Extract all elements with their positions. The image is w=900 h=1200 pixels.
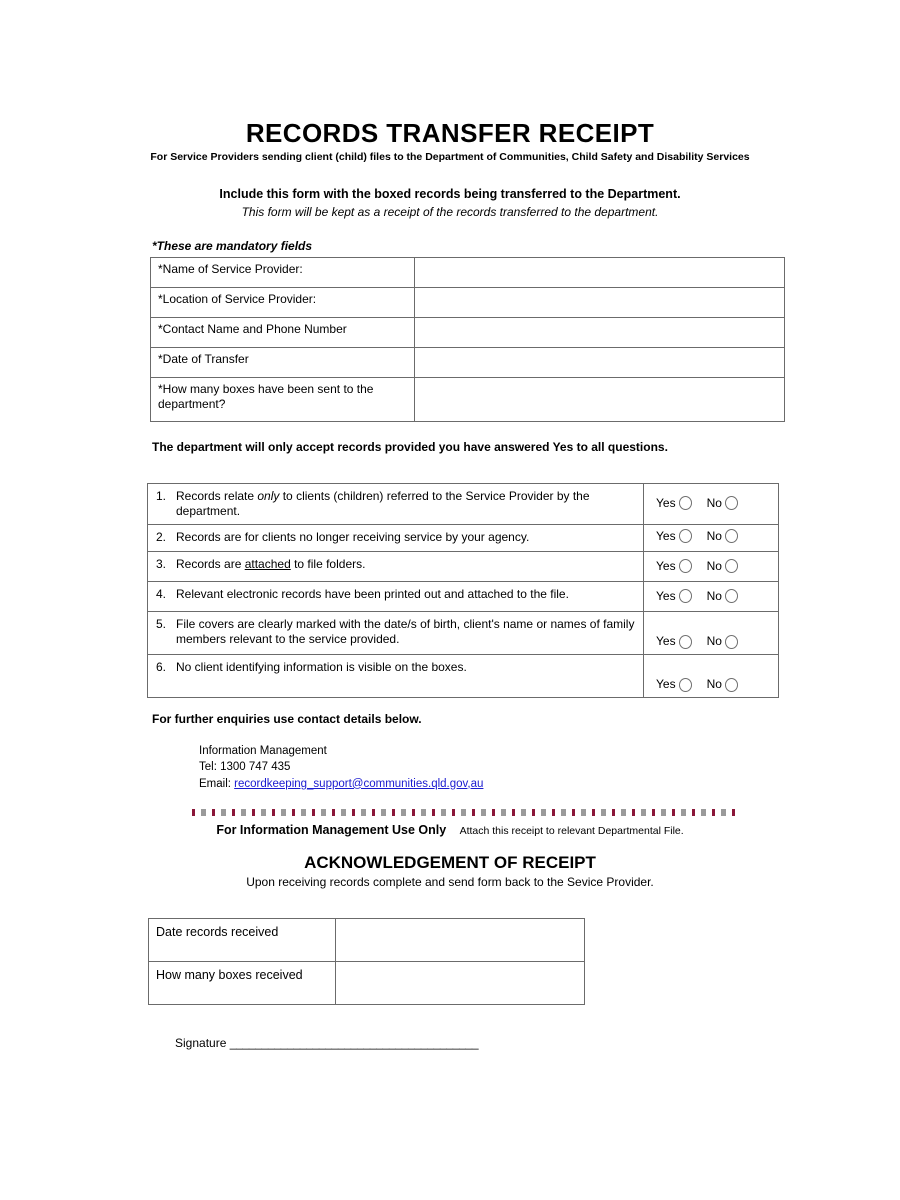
field-label: *Date of Transfer xyxy=(151,348,415,378)
field-input-boxes-received[interactable] xyxy=(336,962,585,1005)
no-option-2[interactable] xyxy=(707,529,746,544)
signature-row xyxy=(175,1036,478,1050)
lead-instruction-bold: Include this form with the boxed records being transferred to the Department. xyxy=(219,187,681,201)
yes-label: Yes xyxy=(656,495,676,510)
radio-button-icon[interactable] xyxy=(679,635,692,649)
contact-email-row xyxy=(199,776,483,792)
email-label: Email: xyxy=(199,777,235,790)
table-row xyxy=(148,611,779,654)
enquiries-heading: For further enquiries use contact details below. xyxy=(152,712,422,726)
no-label: No xyxy=(706,634,722,649)
question-answer-cell xyxy=(644,654,779,697)
field-input-boxes-sent[interactable] xyxy=(415,378,785,422)
no-option-3[interactable] xyxy=(707,559,746,574)
field-label: How many boxes received xyxy=(149,962,336,1005)
question-number: 6. xyxy=(156,659,167,674)
question-answer-cell xyxy=(644,611,779,654)
field-label: *How many boxes have been sent to the department? xyxy=(151,378,415,422)
signature-label: Signature xyxy=(175,1036,230,1050)
no-label: No xyxy=(706,559,722,574)
im-use-only-label: For Information Management Use Only xyxy=(216,823,447,837)
questions-intro: The department will only accept records provided you have answered Yes to all questions. xyxy=(152,440,668,454)
question-text-cell xyxy=(148,611,644,654)
question-number: 3. xyxy=(156,556,167,571)
radio-button-icon[interactable] xyxy=(725,589,738,603)
email-link[interactable]: recordkeeping_support@communities.qld.gov,au xyxy=(234,777,484,790)
dashed-separator xyxy=(192,809,740,816)
yes-option-1[interactable] xyxy=(656,496,700,511)
question-answer-cell xyxy=(644,581,779,611)
acknowledgement-receipt-table xyxy=(148,918,585,1005)
question-text-cell xyxy=(148,551,644,581)
lead-instruction-italic: This form will be kept as a receipt of the records transferred to the department. xyxy=(241,205,659,219)
yes-option-6[interactable] xyxy=(656,677,700,692)
question-text-cell xyxy=(148,525,644,552)
question-number: 1. xyxy=(156,489,167,503)
radio-button-icon[interactable] xyxy=(725,559,738,573)
question-label: Records relate only to clients (children) referred to the Service Provider by the department. xyxy=(176,489,590,518)
field-label: *Contact Name and Phone Number xyxy=(151,318,415,348)
yes-option-3[interactable] xyxy=(656,559,700,574)
table-row xyxy=(151,348,785,378)
table-row xyxy=(151,378,785,422)
radio-button-icon[interactable] xyxy=(725,635,738,649)
no-label: No xyxy=(706,589,722,604)
table-row xyxy=(149,962,585,1005)
table-row xyxy=(149,919,585,962)
table-row xyxy=(148,581,779,611)
question-text-cell xyxy=(148,654,644,697)
yes-label: Yes xyxy=(656,634,676,649)
questions-table xyxy=(147,483,779,698)
radio-button-icon[interactable] xyxy=(725,529,738,543)
field-label: Date records received xyxy=(149,919,336,962)
field-label: *Name of Service Provider: xyxy=(151,258,415,288)
question-label: File covers are clearly marked with the date/s of birth, client's name or names of family members relevant to the service provided. xyxy=(176,616,635,646)
no-label: No xyxy=(706,528,722,543)
yes-option-5[interactable] xyxy=(656,634,700,649)
question-number: 4. xyxy=(156,586,167,601)
signature-line[interactable]: _______________________________________ xyxy=(229,1036,479,1050)
no-option-1[interactable] xyxy=(707,496,746,511)
contact-tel: Tel: 1300 747 435 xyxy=(199,761,291,774)
contact-org: Information Management xyxy=(199,745,327,757)
question-label: No client identifying information is visible on the boxes. xyxy=(176,659,467,674)
field-input-date-records-received[interactable] xyxy=(336,919,585,962)
table-row xyxy=(148,525,779,552)
question-number: 2. xyxy=(156,530,167,545)
question-answer-cell xyxy=(644,525,779,552)
question-text-cell xyxy=(148,581,644,611)
field-label: *Location of Service Provider: xyxy=(151,288,415,318)
yes-option-4[interactable] xyxy=(656,589,700,604)
mandatory-fields-table xyxy=(150,257,785,422)
field-input-name-of-service-provider[interactable] xyxy=(415,258,785,288)
yes-option-2[interactable] xyxy=(656,529,700,544)
field-input-location-of-service-provider[interactable] xyxy=(415,288,785,318)
yes-label: Yes xyxy=(656,559,676,574)
table-row xyxy=(151,318,785,348)
radio-button-icon[interactable] xyxy=(679,559,692,573)
yes-label: Yes xyxy=(656,528,676,543)
radio-button-icon[interactable] xyxy=(725,496,738,510)
im-use-only-note: Attach this receipt to relevant Departmental File. xyxy=(459,825,684,837)
radio-button-icon[interactable] xyxy=(679,678,692,692)
question-label: Records are attached to file folders. xyxy=(176,556,366,571)
radio-button-icon[interactable] xyxy=(679,529,692,543)
no-label: No xyxy=(706,677,722,692)
question-text-cell xyxy=(148,484,644,525)
no-option-5[interactable] xyxy=(707,634,746,649)
radio-button-icon[interactable] xyxy=(679,589,692,603)
question-label: Relevant electronic records have been printed out and attached to the file. xyxy=(176,586,569,601)
table-row xyxy=(151,288,785,318)
field-input-date-of-transfer[interactable] xyxy=(415,348,785,378)
table-row xyxy=(148,654,779,697)
im-use-only-line xyxy=(0,823,900,837)
radio-button-icon[interactable] xyxy=(725,678,738,692)
question-label: Records are for clients no longer receiving service by your agency. xyxy=(176,530,530,545)
question-number: 5. xyxy=(156,616,167,631)
table-row xyxy=(148,484,779,525)
table-row xyxy=(151,258,785,288)
acknowledgement-subtitle: Upon receiving records complete and send form back to the Sevice Provider. xyxy=(246,875,654,889)
field-input-contact-name-and-phone[interactable] xyxy=(415,318,785,348)
contact-details xyxy=(199,743,483,792)
yes-label: Yes xyxy=(656,677,676,692)
mandatory-fields-note: *These are mandatory fields xyxy=(152,239,313,253)
acknowledgement-title: ACKNOWLEDGEMENT OF RECEIPT xyxy=(304,853,596,872)
no-option-4[interactable] xyxy=(707,589,746,604)
question-answer-cell xyxy=(644,551,779,581)
table-row xyxy=(148,551,779,581)
page-title: RECORDS TRANSFER RECEIPT xyxy=(245,118,655,148)
no-label: No xyxy=(706,495,722,510)
no-option-6[interactable] xyxy=(707,677,746,692)
question-answer-cell xyxy=(644,484,779,525)
page-subtitle: For Service Providers sending client (child) files to the Department of Communities, Child Safety and Disability Services xyxy=(150,151,750,163)
radio-button-icon[interactable] xyxy=(679,496,692,510)
yes-label: Yes xyxy=(656,589,676,604)
